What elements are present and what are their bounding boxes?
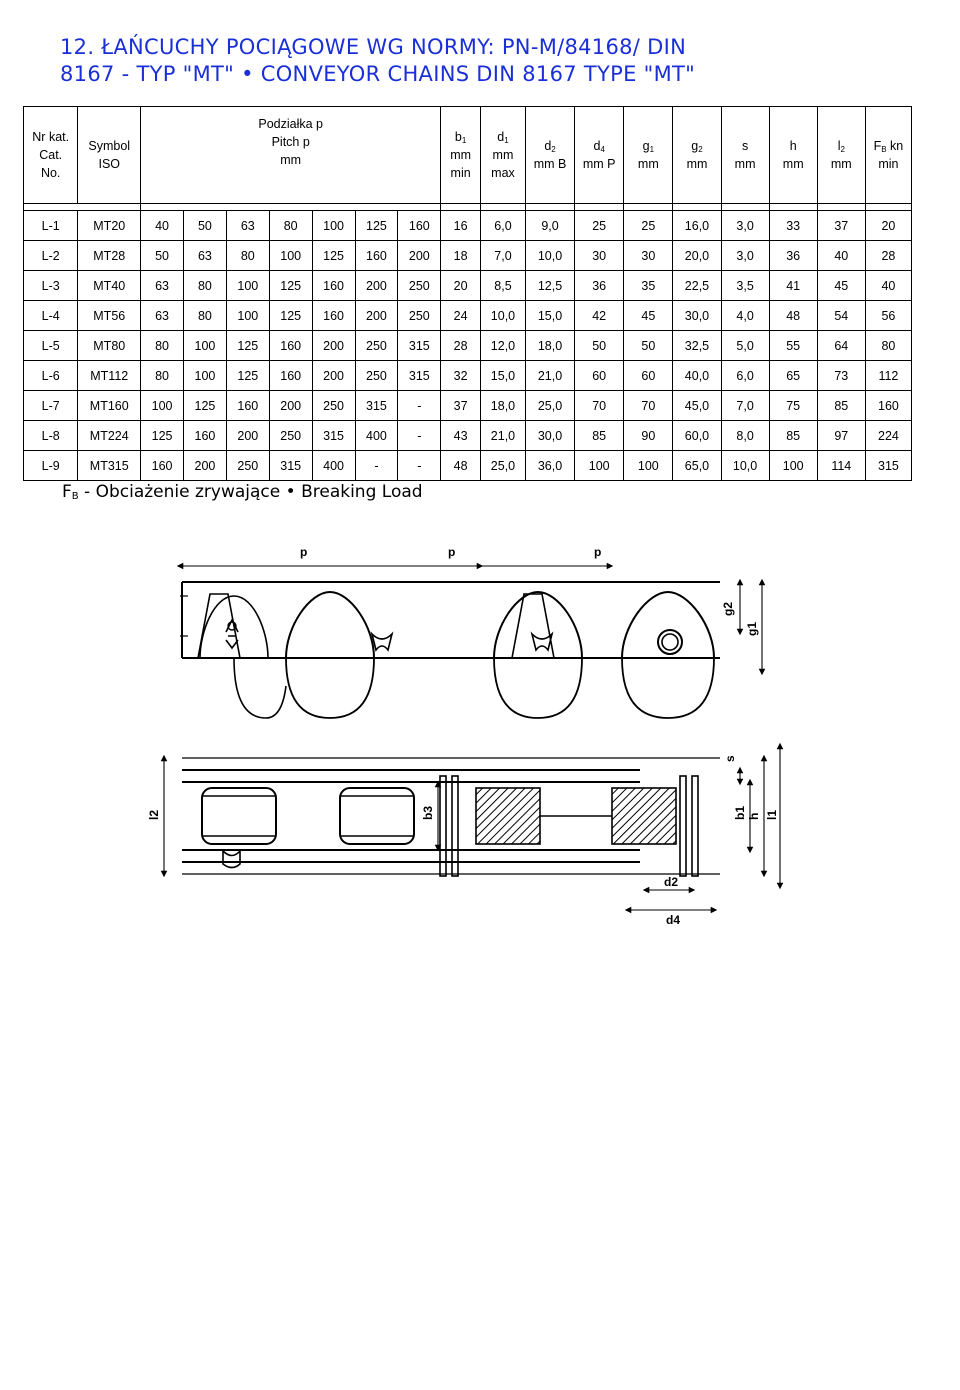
table-row [24, 361, 912, 391]
table-cell: 200 [355, 301, 398, 331]
table-cell: 80 [269, 211, 312, 241]
table-cell: 36 [575, 271, 624, 301]
table-cell: 100 [269, 241, 312, 271]
top-view [182, 758, 720, 876]
label-b1: b1 [733, 805, 747, 820]
table-cell: 22,5 [673, 271, 721, 301]
table-cell: 18,0 [480, 391, 525, 421]
table-cell: 48 [769, 301, 817, 331]
dimension-labels [147, 545, 779, 926]
table-cell: 50 [141, 241, 184, 271]
table-cell: 48 [441, 451, 481, 481]
table-cell: 125 [355, 211, 398, 241]
table-cell: MT224 [78, 421, 141, 451]
table-cell: 5,0 [721, 331, 769, 361]
table-cell: 3,0 [721, 241, 769, 271]
table-cell: 85 [769, 421, 817, 451]
table-cell: 125 [312, 241, 355, 271]
table-cell: 100 [141, 391, 184, 421]
table-cell: 21,0 [525, 361, 574, 391]
table-cell: 60 [624, 361, 673, 391]
table-row [24, 421, 912, 451]
table-cell: 15,0 [480, 361, 525, 391]
table-cell: 56 [865, 301, 911, 331]
table-cell: 160 [269, 331, 312, 361]
table-cell: 55 [769, 331, 817, 361]
table-cell: 54 [817, 301, 865, 331]
table-cell: 315 [312, 421, 355, 451]
table-cell: 200 [312, 361, 355, 391]
table-cell: 30 [575, 241, 624, 271]
table-cell: MT20 [78, 211, 141, 241]
table-cell: 160 [269, 361, 312, 391]
table-cell: 18,0 [525, 331, 574, 361]
table-cell: 20 [865, 211, 911, 241]
table-cell: 45,0 [673, 391, 721, 421]
header-symbol: Symbol ISO [78, 107, 141, 204]
table-cell: 20 [441, 271, 481, 301]
table-cell: 20,0 [673, 241, 721, 271]
table-cell: 50 [575, 331, 624, 361]
table-cell: 250 [398, 301, 441, 331]
table-cell: 30,0 [673, 301, 721, 331]
table-cell: 63 [184, 241, 227, 271]
table-cell: - [355, 451, 398, 481]
table-cell: 41 [769, 271, 817, 301]
table-cell: 85 [817, 391, 865, 421]
table-row [24, 331, 912, 361]
table-cell: - [398, 421, 441, 451]
table-cell: 45 [624, 301, 673, 331]
table-cell: 10,0 [721, 451, 769, 481]
table-cell: 400 [312, 451, 355, 481]
table-cell: L-5 [24, 331, 78, 361]
table-cell: 25 [624, 211, 673, 241]
table-cell: MT80 [78, 331, 141, 361]
table-cell: 80 [141, 331, 184, 361]
table-cell: L-1 [24, 211, 78, 241]
table-cell: 125 [226, 361, 269, 391]
table-cell: 100 [769, 451, 817, 481]
table-cell: 7,0 [480, 241, 525, 271]
table-cell: 33 [769, 211, 817, 241]
table-cell: 125 [141, 421, 184, 451]
label-h: h [747, 812, 761, 820]
table-row [24, 271, 912, 301]
table-cell: 9,0 [525, 211, 574, 241]
table-cell: 60,0 [673, 421, 721, 451]
footnote: $F_B$ - Obciażenie zrywające • Breaking Load [62, 482, 423, 502]
table-cell: 100 [184, 361, 227, 391]
table-cell: MT56 [78, 301, 141, 331]
table-header [24, 107, 912, 211]
table-cell: 6,0 [480, 211, 525, 241]
table-cell: 114 [817, 451, 865, 481]
label-p-3: p [594, 545, 602, 559]
table-cell: 100 [226, 271, 269, 301]
header-g1: $g_1$ mm [624, 107, 673, 204]
table-cell: 80 [226, 241, 269, 271]
label-g1: g1 [745, 621, 759, 636]
table-cell: 42 [575, 301, 624, 331]
table-cell: 28 [441, 331, 481, 361]
table-cell: 200 [312, 331, 355, 361]
table-cell: MT40 [78, 271, 141, 301]
table-cell: 36 [769, 241, 817, 271]
table-cell: MT315 [78, 451, 141, 481]
table-cell: 12,0 [480, 331, 525, 361]
table-cell: 85 [575, 421, 624, 451]
table-cell: 250 [269, 421, 312, 451]
label-b3: b3 [421, 805, 435, 820]
table-cell: 6,0 [721, 361, 769, 391]
table-cell: L-9 [24, 451, 78, 481]
header-l2: $l_2$ mm [817, 107, 865, 204]
label-s: s [723, 755, 737, 762]
table-cell: 70 [575, 391, 624, 421]
table-row [24, 211, 912, 241]
table-cell: 21,0 [480, 421, 525, 451]
header-d4: $d_4$ mm P [575, 107, 624, 204]
table-row [24, 451, 912, 481]
table-cell: L-2 [24, 241, 78, 271]
table-cell: 8,5 [480, 271, 525, 301]
header-b1: $b_1$ mm min [441, 107, 481, 204]
table-cell: 200 [355, 271, 398, 301]
table-cell: 30,0 [525, 421, 574, 451]
table-cell: 45 [817, 271, 865, 301]
table-cell: 100 [624, 451, 673, 481]
table-row [24, 241, 912, 271]
table-cell: 24 [441, 301, 481, 331]
table-cell: 37 [817, 211, 865, 241]
header-g2: $g_2$ mm [673, 107, 721, 204]
table-cell: 60 [575, 361, 624, 391]
header-gap-row [24, 204, 912, 211]
table-cell: 80 [184, 301, 227, 331]
table-cell: 12,5 [525, 271, 574, 301]
table-cell: L-6 [24, 361, 78, 391]
table-cell: 100 [575, 451, 624, 481]
table-cell: 16 [441, 211, 481, 241]
table-cell: 160 [226, 391, 269, 421]
table-cell: 73 [817, 361, 865, 391]
table-cell: 80 [865, 331, 911, 361]
table-row [24, 391, 912, 421]
label-d4: d4 [666, 913, 681, 926]
table-cell: 40 [865, 271, 911, 301]
header-s: s mm [721, 107, 769, 204]
table-cell: 315 [865, 451, 911, 481]
table-cell: 70 [624, 391, 673, 421]
table-cell: 100 [226, 301, 269, 331]
label-p-1: p [300, 545, 308, 559]
chain-technical-drawing [140, 536, 820, 926]
table-cell: 63 [141, 271, 184, 301]
table-cell: L-4 [24, 301, 78, 331]
table-cell: 40,0 [673, 361, 721, 391]
table-cell: 15,0 [525, 301, 574, 331]
table-cell: L-8 [24, 421, 78, 451]
table-cell: 10,0 [525, 241, 574, 271]
label-l1: l1 [765, 809, 779, 820]
header-fb: $F_B$ kn min [865, 107, 911, 204]
table-cell: 97 [817, 421, 865, 451]
table-cell: 4,0 [721, 301, 769, 331]
table-cell: - [398, 391, 441, 421]
table-cell: 65 [769, 361, 817, 391]
table-body [24, 211, 912, 481]
table-cell: 40 [817, 241, 865, 271]
table-cell: 25,0 [525, 391, 574, 421]
side-view [180, 582, 720, 718]
table-cell: 10,0 [480, 301, 525, 331]
table-cell: 250 [226, 451, 269, 481]
table-cell: 40 [141, 211, 184, 241]
table-cell: 80 [141, 361, 184, 391]
table-cell: 25 [575, 211, 624, 241]
table-cell: 160 [312, 271, 355, 301]
table-cell: 250 [355, 361, 398, 391]
table-cell: 18 [441, 241, 481, 271]
table-cell: L-7 [24, 391, 78, 421]
table-cell: 30 [624, 241, 673, 271]
table-cell: 315 [355, 391, 398, 421]
table-cell: 50 [184, 211, 227, 241]
table-cell: 63 [141, 301, 184, 331]
header-d2: $d_2$ mm B [525, 107, 574, 204]
table-cell: 250 [355, 331, 398, 361]
table-cell: 200 [226, 421, 269, 451]
header-d1: $d_1$ mm max [480, 107, 525, 204]
table-cell: 65,0 [673, 451, 721, 481]
table-cell: - [398, 451, 441, 481]
table-cell: 25,0 [480, 451, 525, 481]
table-cell: 125 [269, 271, 312, 301]
table-cell: 125 [226, 331, 269, 361]
table-cell: 37 [441, 391, 481, 421]
table-cell: 160 [398, 211, 441, 241]
table-cell: 80 [184, 271, 227, 301]
table-cell: 64 [817, 331, 865, 361]
title-line-2: 8167 - TYP "MT" • CONVEYOR CHAINS DIN 8167 TYPE "MT" [60, 62, 696, 86]
table-cell: L-3 [24, 271, 78, 301]
table-cell: 32 [441, 361, 481, 391]
table-cell: 90 [624, 421, 673, 451]
table-cell: 224 [865, 421, 911, 451]
table-cell: 160 [184, 421, 227, 451]
label-g2: g2 [721, 601, 735, 616]
table-cell: 50 [624, 331, 673, 361]
table-cell: 250 [398, 271, 441, 301]
table-cell: 32,5 [673, 331, 721, 361]
table-row [24, 301, 912, 331]
table-cell: 100 [184, 331, 227, 361]
table-cell: 3,5 [721, 271, 769, 301]
header-pitch: Podziałka p Pitch p mm [141, 107, 441, 204]
table-cell: 200 [184, 451, 227, 481]
table-cell: 160 [312, 301, 355, 331]
table-cell: 75 [769, 391, 817, 421]
title-line-1: 12. ŁAŃCUCHY POCIĄGOWE WG NORMY: PN-M/84168/ DIN [60, 35, 687, 59]
header-h: h mm [769, 107, 817, 204]
table-cell: 200 [398, 241, 441, 271]
table-cell: 3,0 [721, 211, 769, 241]
table-cell: 160 [865, 391, 911, 421]
table-cell: 7,0 [721, 391, 769, 421]
table-cell: 112 [865, 361, 911, 391]
table-cell: 28 [865, 241, 911, 271]
table-cell: MT28 [78, 241, 141, 271]
label-l2: l2 [147, 809, 161, 820]
table-cell: 43 [441, 421, 481, 451]
table-cell: 100 [312, 211, 355, 241]
page-title [60, 34, 920, 88]
table-cell: 36,0 [525, 451, 574, 481]
table-cell: 315 [398, 361, 441, 391]
table-cell: 125 [184, 391, 227, 421]
table-cell: 200 [269, 391, 312, 421]
table-cell: 8,0 [721, 421, 769, 451]
table-cell: MT112 [78, 361, 141, 391]
dimension-lines [164, 566, 780, 910]
table-cell: 16,0 [673, 211, 721, 241]
table-cell: 400 [355, 421, 398, 451]
table-cell: 63 [226, 211, 269, 241]
table-cell: 250 [312, 391, 355, 421]
table-cell: 160 [141, 451, 184, 481]
table-cell: 35 [624, 271, 673, 301]
chain-spec-table [23, 106, 912, 481]
table-cell: MT160 [78, 391, 141, 421]
table-cell: 315 [269, 451, 312, 481]
table-cell: 160 [355, 241, 398, 271]
table-cell: 125 [269, 301, 312, 331]
label-d2: d2 [664, 875, 679, 889]
header-cat-no: Nr kat. Cat. No. [24, 107, 78, 204]
label-p-2: p [448, 545, 456, 559]
table-cell: 315 [398, 331, 441, 361]
